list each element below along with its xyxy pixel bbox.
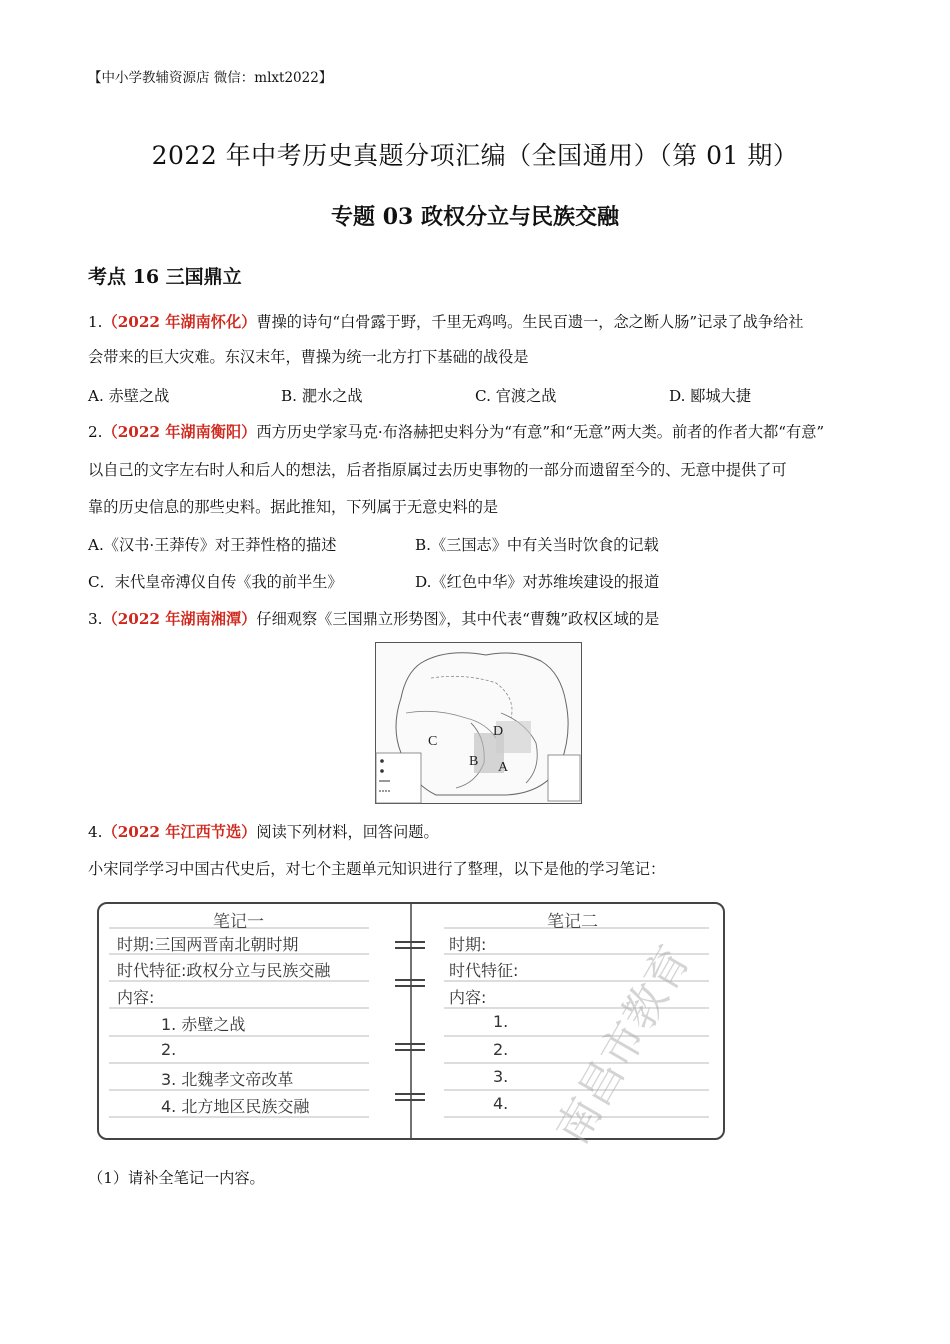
q1-option-c: C. 官渡之战 [475, 387, 557, 405]
q1-line2: 会带来的巨大灾难。东汉末年，曹操为统一北方打下基础的战役是 [88, 348, 529, 366]
note1-feature: 时代特征:政权分立与民族交融 [117, 961, 331, 980]
note1-item: 3. 北魏孝文帝改革 [161, 1070, 294, 1089]
q3-line1: 3.（2022 年湖南湘潭）仔细观察《三国鼎立形势图》，其中代表“曹魏”政权区域的是 [88, 610, 660, 628]
three-kingdoms-map [375, 642, 582, 804]
map-label-c: C [428, 734, 438, 749]
q2-line1: 2.（2022 年湖南衡阳）西方历史学家马克·布洛赫把史料分为“有意”和“无意”两大类。前者的作者大都“有意” [88, 423, 825, 441]
section-heading: 考点 16 三国鼎立 [88, 266, 242, 288]
map-drawing [376, 643, 581, 803]
page-header: 【中小学教辅资源店 微信：mlxt2022】 [88, 70, 333, 86]
q4-line2: 小宋同学学习中国古代史后，对七个主题单元知识进行了整理，以下是他的学习笔记： [88, 860, 666, 878]
note1-item: 2. [161, 1040, 177, 1059]
q1-option-a: A. 赤壁之战 [88, 387, 170, 405]
watermark: 南昌市教育 [546, 936, 701, 1153]
q4-source-tag: （2022 年江西节选） [102, 823, 257, 841]
note2-period: 时期: [449, 935, 487, 954]
map-label-b: B [469, 754, 479, 769]
note1-item: 1. 赤壁之战 [161, 1015, 246, 1034]
q2-line2: 以自己的文字左右时人和后人的想法，后者指原属过去历史事物的一部分而遗留至今的、无意中提供了可 [88, 461, 787, 479]
note2-item: 2. [493, 1040, 509, 1059]
q1-option-d: D. 郾城大捷 [669, 387, 752, 405]
note2-item: 1. [493, 1012, 509, 1031]
note2-content-label: 内容: [449, 988, 487, 1007]
page-title: 2022 年中考历史真题分项汇编（全国通用）（第 01 期） [151, 141, 799, 170]
q4-line1: 4.（2022 年江西节选）阅读下列材料，回答问题。 [88, 823, 439, 841]
note1-title: 笔记一 [213, 912, 264, 932]
page-subtitle: 专题 03 政权分立与民族交融 [331, 204, 619, 230]
note2-title: 笔记二 [547, 912, 598, 932]
note1-period: 时期:三国两晋南北朝时期 [117, 935, 299, 954]
q2-line3: 靠的历史信息的那些史料。据此推知，下列属于无意史料的是 [88, 498, 499, 516]
q2-option-b: B.《三国志》中有关当时饮食的记载 [415, 536, 659, 554]
note2-feature: 时代特征: [449, 961, 519, 980]
q1-line1: 1.（2022 年湖南怀化）曹操的诗句“白骨露于野，千里无鸡鸣。生民百遗一，念之断人肠”记录了战争给社 [88, 313, 804, 331]
q2-option-a: A.《汉书·王莽传》对王莽性格的描述 [88, 536, 337, 554]
study-notes-figure [97, 902, 725, 1153]
q2-source-tag: （2022 年湖南衡阳） [102, 423, 257, 441]
map-label-a: A [498, 760, 509, 775]
q2-option-c: C．末代皇帝溥仪自传《我的前半生》 [88, 573, 343, 591]
watermark-box [527, 936, 701, 1153]
note2-item: 3. [493, 1067, 509, 1086]
q1-option-b: B. 淝水之战 [281, 387, 363, 405]
q2-option-d: D.《红色中华》对苏维埃建设的报道 [415, 573, 660, 591]
q3-source-tag: （2022 年湖南湘潭） [102, 610, 257, 628]
note1-item: 4. 北方地区民族交融 [161, 1097, 310, 1116]
note2-item: 4. [493, 1094, 509, 1113]
q4-sub1: （1）请补全笔记一内容。 [88, 1169, 265, 1187]
map-label-d: D [493, 724, 504, 739]
note1-content-label: 内容: [117, 988, 155, 1007]
q1-source-tag: （2022 年湖南怀化） [102, 313, 257, 331]
